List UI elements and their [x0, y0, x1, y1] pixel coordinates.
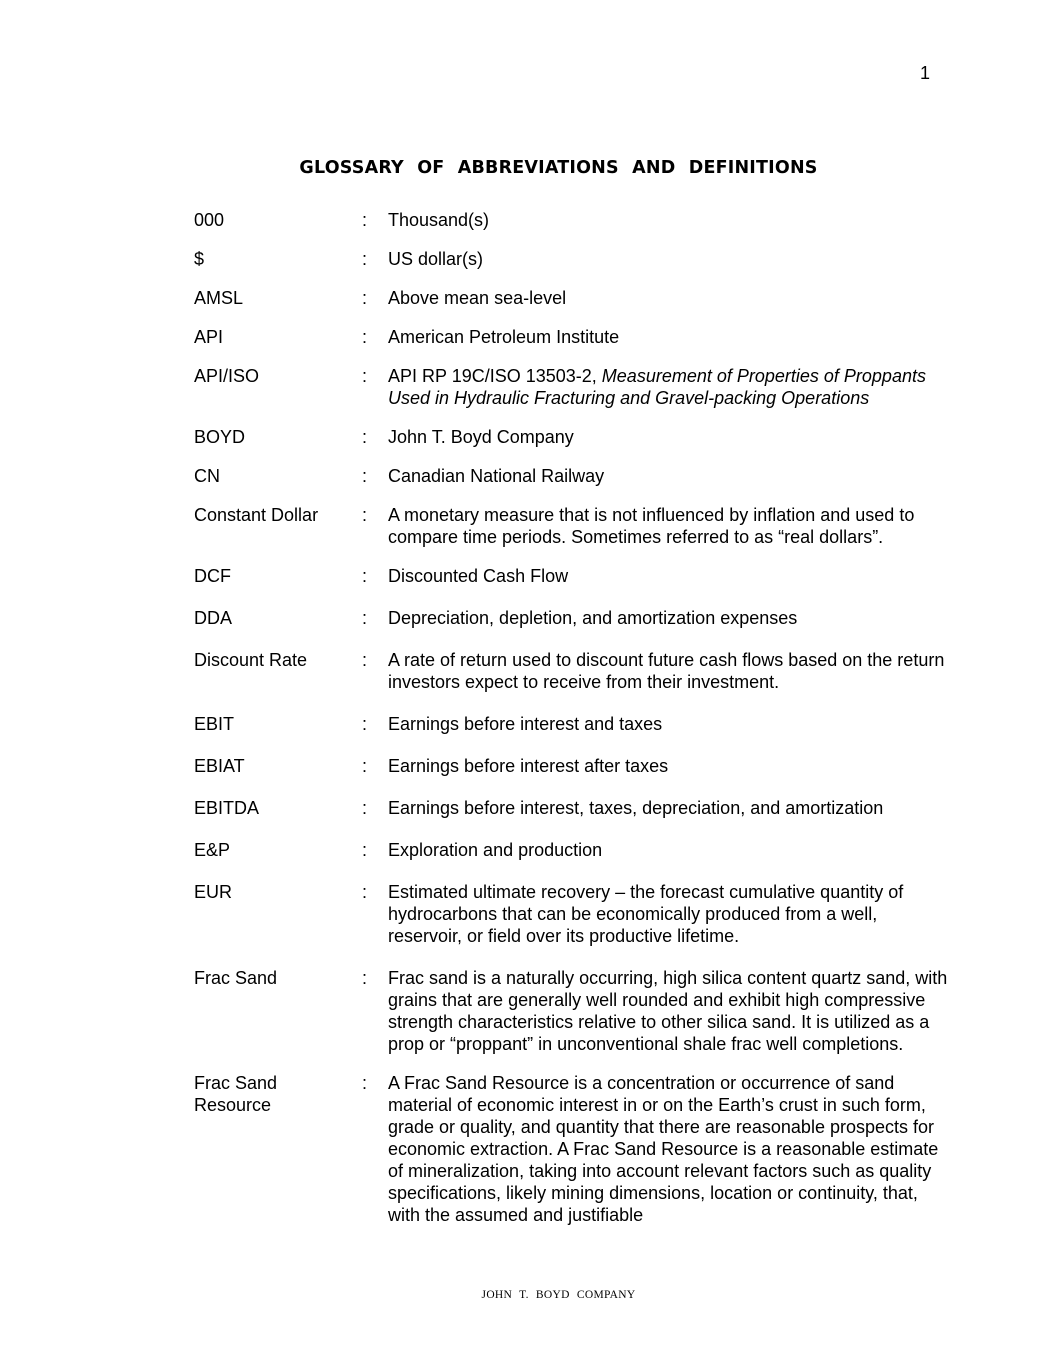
- glossary-definition: A Frac Sand Resource is a concentration or occurrence of sand material of economic interest in or on the Earth’s crust in such form, grade or quality, and quantity that there are reasonable prospects for economic extraction. A Frac Sand Resource is a reasonable estimate of mineralization, taking into account relevant factors such as quality specifications, likely mining dimensions, location or continuity, that, with the assumed and justifiable: [388, 1073, 939, 1225]
- glossary-term: Discount Rate: [194, 650, 308, 670]
- separator: :: [362, 566, 368, 586]
- glossary-entry: [194, 1072, 954, 1226]
- definition-text: API RP 19C/ISO 13503-2,: [388, 366, 602, 386]
- separator: :: [362, 798, 368, 818]
- separator: :: [362, 210, 368, 230]
- glossary-definition: Earnings before interest, taxes, depreciation, and amortization: [388, 798, 884, 818]
- separator: :: [362, 756, 368, 776]
- glossary-definition: Estimated ultimate recovery – the forecast cumulative quantity of hydrocarbons that can be economically produced from a well, reservoir, or field over its productive lifetime.: [388, 882, 904, 946]
- glossary-entry: [194, 209, 954, 231]
- separator: :: [362, 968, 368, 988]
- separator: :: [362, 608, 368, 628]
- glossary-definition: Above mean sea-level: [388, 288, 567, 308]
- glossary-term: DDA: [194, 608, 233, 628]
- glossary-entry: [194, 967, 954, 1055]
- glossary-term: API: [194, 327, 224, 347]
- glossary-term: EUR: [194, 882, 233, 902]
- glossary-list: [194, 209, 954, 1226]
- glossary-term: EBIT: [194, 714, 235, 734]
- separator: :: [362, 288, 368, 308]
- glossary-term: 000: [194, 210, 225, 230]
- glossary-definition: Exploration and production: [388, 840, 603, 860]
- glossary-entry: [194, 713, 954, 735]
- glossary-entry: [194, 881, 954, 947]
- glossary-term: Frac Sand: [194, 968, 278, 988]
- separator: :: [362, 714, 368, 734]
- glossary-entry: [194, 504, 954, 548]
- glossary-definition: Depreciation, depletion, and amortization expenses: [388, 608, 798, 628]
- glossary-entry: [194, 797, 954, 819]
- glossary-term: EBITDA: [194, 798, 260, 818]
- glossary-definition: Discounted Cash Flow: [388, 566, 569, 586]
- glossary-definition: A rate of return used to discount future cash flows based on the return investors expect to receive from their investment.: [388, 650, 945, 692]
- glossary-term: DCF: [194, 566, 231, 586]
- glossary-entry: [194, 565, 954, 587]
- glossary-definition: Thousand(s): [388, 210, 490, 230]
- glossary-entry: [194, 755, 954, 777]
- glossary-term: EBIAT: [194, 756, 245, 776]
- separator: :: [362, 427, 368, 447]
- glossary-entry: [194, 248, 954, 270]
- separator: :: [362, 505, 368, 525]
- glossary-term: E&P: [194, 840, 231, 860]
- glossary-definition: [388, 365, 954, 409]
- glossary-definition: US dollar(s): [388, 249, 484, 269]
- glossary-entry: [194, 326, 954, 348]
- glossary-definition: American Petroleum Institute: [388, 327, 620, 347]
- glossary-entry: [194, 365, 954, 409]
- page-title: GLOSSARY OF ABBREVIATIONS AND DEFINITIONS: [299, 158, 818, 178]
- glossary-term: CN: [194, 466, 220, 486]
- page-footer: JOHN T. BOYD COMPANY: [481, 1289, 636, 1301]
- glossary-term: API/ISO: [194, 366, 260, 386]
- separator: :: [362, 650, 368, 670]
- separator: :: [362, 366, 368, 386]
- glossary-definition: Earnings before interest after taxes: [388, 756, 669, 776]
- glossary-term: Constant Dollar: [194, 505, 319, 525]
- glossary-entry: [194, 607, 954, 629]
- glossary-term: BOYD: [194, 427, 246, 447]
- glossary-entry: [194, 839, 954, 861]
- glossary-entry: [194, 287, 954, 309]
- separator: :: [362, 840, 368, 860]
- separator: :: [362, 1073, 368, 1093]
- glossary-definition: John T. Boyd Company: [388, 427, 574, 447]
- glossary-definition: Frac sand is a naturally occurring, high silica content quartz sand, with grains that are generally well rounded and exhibit high compressive strength characteristics relative to other silica sand. It is utilized as a prop or “proppant” in unconventional shale frac well completions.: [388, 968, 948, 1054]
- publication-title: Measurement of Properties of Proppants Used in Hydraulic Fracturing and Gravel-packing Operations: [388, 366, 926, 408]
- separator: :: [362, 882, 368, 902]
- glossary-term: AMSL: [194, 288, 244, 308]
- separator: :: [362, 249, 368, 269]
- separator: :: [362, 466, 368, 486]
- glossary-entry: [194, 426, 954, 448]
- page-number: 1: [920, 63, 931, 83]
- glossary-definition: Earnings before interest and taxes: [388, 714, 663, 734]
- glossary-definition: Canadian National Railway: [388, 466, 605, 486]
- glossary-entry: [194, 465, 954, 487]
- glossary-definition: A monetary measure that is not influenced by inflation and used to compare time periods. Sometimes referred to as “real dollars”.: [388, 505, 915, 547]
- glossary-entry: [194, 649, 954, 693]
- glossary-term: Frac Sand Resource: [194, 1073, 278, 1115]
- separator: :: [362, 327, 368, 347]
- glossary-term: $: [194, 249, 205, 269]
